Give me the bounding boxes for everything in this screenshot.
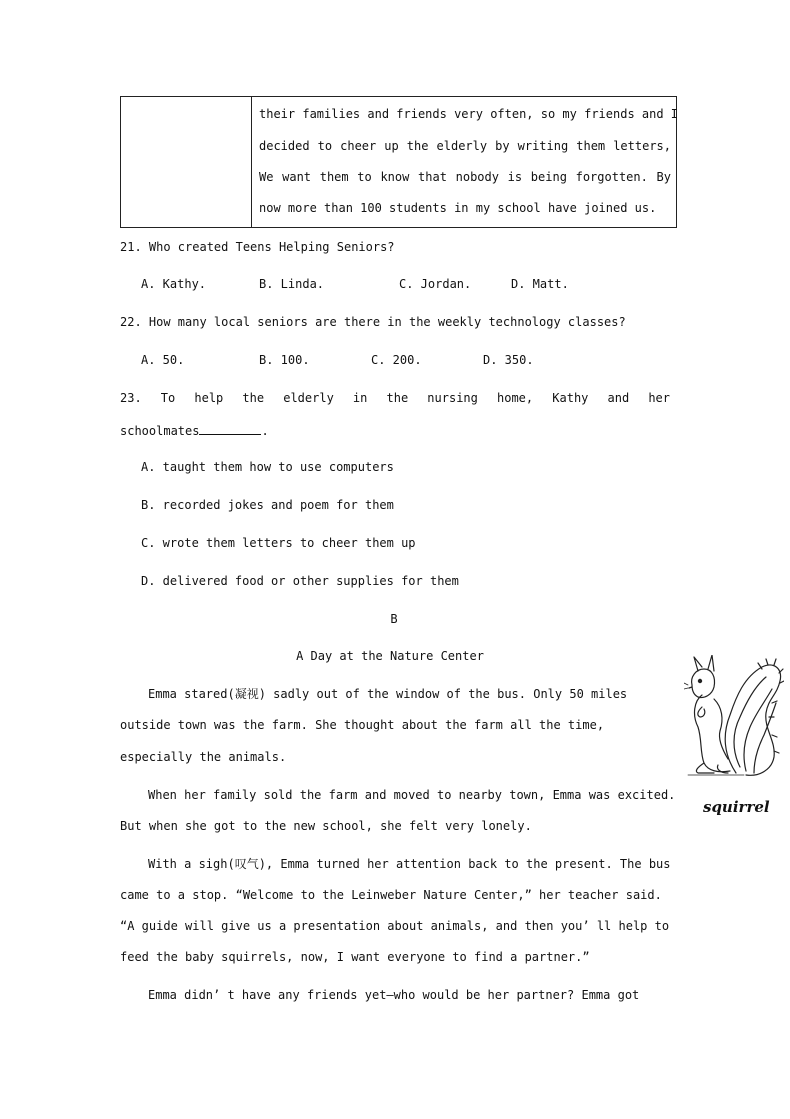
passage-line: especially the animals. bbox=[120, 750, 287, 764]
q23-suffix: . bbox=[261, 424, 269, 438]
q22-option-b: B. 100. bbox=[259, 353, 310, 367]
passage-line: But when she got to the new school, she felt very lonely. bbox=[120, 819, 532, 833]
q21-option-c: C. Jordan. bbox=[399, 277, 472, 291]
q21-option-d: D. Matt. bbox=[511, 277, 569, 291]
passage-line: Emma didn’ t have any friends yet—who would be her partner? Emma got bbox=[148, 988, 640, 1002]
info-table bbox=[120, 96, 677, 228]
q23-prefix: schoolmates bbox=[120, 424, 200, 438]
question-22: 22. How many local seniors are there in the weekly technology classes? bbox=[120, 315, 626, 329]
answer-blank bbox=[199, 423, 261, 435]
q23-option-c: C. wrote them letters to cheer them up bbox=[141, 536, 416, 550]
question-23-continuation bbox=[120, 423, 269, 438]
passage-line: outside town was the farm. She thought about the farm all the time, bbox=[120, 718, 605, 732]
table-cell-line: their families and friends very often, so my friends and I bbox=[259, 107, 679, 121]
q23-option-d: D. delivered food or other supplies for them bbox=[141, 574, 459, 588]
squirrel-caption: squirrel bbox=[703, 798, 770, 816]
table-column-divider bbox=[251, 97, 252, 227]
q21-option-a: A. Kathy. bbox=[141, 277, 207, 291]
q22-option-a: A. 50. bbox=[141, 353, 185, 367]
section-letter: B bbox=[390, 612, 398, 626]
passage-line: When her family sold the farm and moved to nearby town, Emma was excited. bbox=[148, 788, 676, 802]
table-cell-line: now more than 100 students in my school have joined us. bbox=[259, 201, 657, 215]
question-23: 23. To help the elderly in the nursing home, Kathy and her bbox=[120, 391, 670, 405]
squirrel-illustration bbox=[684, 655, 784, 781]
passage-line: “A guide will give us a presentation about animals, and then you’ ll help to bbox=[120, 919, 670, 933]
passage-line: feed the baby squirrels, now, I want everyone to find a partner.” bbox=[120, 950, 590, 964]
table-cell-line: We want them to know that nobody is being forgotten. By bbox=[259, 170, 671, 184]
passage-line: came to a stop. “Welcome to the Leinweber Nature Center,” her teacher said. bbox=[120, 888, 662, 902]
section-title: A Day at the Nature Center bbox=[296, 649, 484, 663]
table-cell-line: decided to cheer up the elderly by writing them letters, bbox=[259, 139, 671, 153]
q21-option-b: B. Linda. bbox=[259, 277, 325, 291]
q23-option-b: B. recorded jokes and poem for them bbox=[141, 498, 394, 512]
question-21: 21. Who created Teens Helping Seniors? bbox=[120, 240, 395, 254]
q23-option-a: A. taught them how to use computers bbox=[141, 460, 394, 474]
q22-option-c: C. 200. bbox=[371, 353, 422, 367]
q22-option-d: D. 350. bbox=[483, 353, 534, 367]
passage-line: Emma stared(凝视) sadly out of the window of the bus. Only 50 miles bbox=[148, 687, 628, 701]
passage-line: With a sigh(叹气), Emma turned her attention back to the present. The bus bbox=[148, 857, 671, 871]
